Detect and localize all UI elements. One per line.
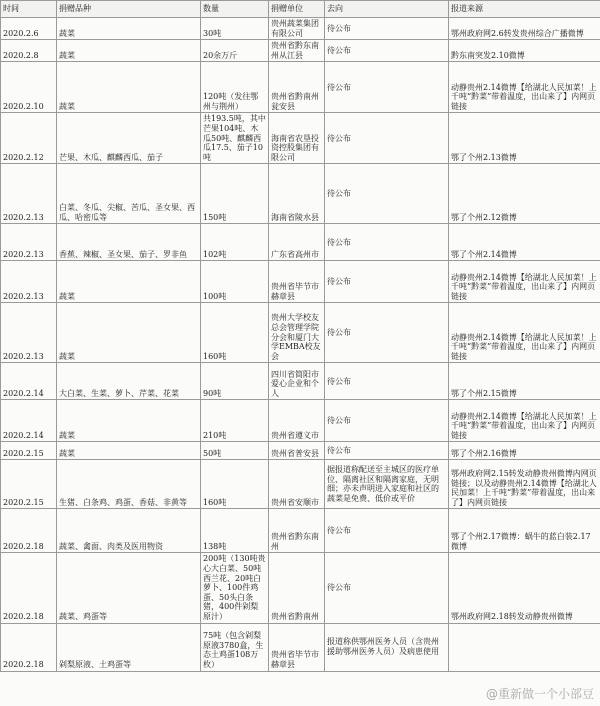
cell-quantity: 75吨（包含剁梨原液3780盒，生态土鸡蛋108万枚）: [201, 623, 269, 671]
table-row: [1, 113, 600, 164]
table-row: [1, 400, 600, 442]
table-row: [1, 553, 600, 623]
cell-quantity: 102吨: [201, 224, 269, 261]
cell-item: 香蕉、辣椒、圣女果、茄子、罗非鱼: [57, 224, 201, 261]
table-row: [1, 509, 600, 553]
cell-item: 蔬菜、鸡蛋等: [57, 553, 201, 623]
watermark: @重新做一个小部豆: [485, 687, 594, 701]
cell-item: 蔬菜: [57, 62, 201, 113]
cell-destination: 待公布: [325, 303, 449, 363]
cell-item: 蔬菜: [57, 442, 201, 460]
cell-date: 2020.2.12: [1, 113, 57, 164]
cell-donor: 贵州省毕节市赫章县: [269, 261, 325, 303]
table-row: [1, 460, 600, 509]
cell-quantity: 100吨: [201, 261, 269, 303]
cell-quantity: 共193.5吨，其中芒果104吨、木瓜50吨、麒麟西瓜17.5、茄子10吨: [201, 113, 269, 164]
cell-quantity: 210吨: [201, 400, 269, 442]
cell-source: 动静贵州2.14微博【给湖北人民加菜！上千吨“黔菜”带着温度，出山来了】内网页链接: [449, 62, 600, 113]
cell-item: 蔬菜、禽面、肉类及医用物资: [57, 509, 201, 553]
cell-item: 蔬菜: [57, 40, 201, 62]
cell-destination: 待公布: [325, 164, 449, 224]
cell-quantity: 150吨: [201, 164, 269, 224]
cell-quantity: 120吨（发往鄂州与荆州）: [201, 62, 269, 113]
table-row: [1, 62, 600, 113]
cell-quantity: 30吨: [201, 18, 269, 40]
cell-item: 白菜、冬瓜、尖椒、苦瓜、圣女果、西瓜、哈密瓜等: [57, 164, 201, 224]
cell-donor: 贵州省安顺市: [269, 460, 325, 509]
cell-date: 2020.2.18: [1, 623, 57, 671]
cell-date: 2020.2.13: [1, 164, 57, 224]
cell-item: 剁梨原液、土鸡蛋等: [57, 623, 201, 671]
cell-quantity: 138吨: [201, 509, 269, 553]
cell-donor: 广东省高州市: [269, 224, 325, 261]
table-row: [1, 363, 600, 400]
cell-destination: 报道称供鄂州医务人员（含贵州援助鄂州医务人员）及病患使用: [325, 623, 449, 671]
cell-destination: 待公布: [325, 40, 449, 62]
cell-destination: 待公布: [325, 400, 449, 442]
cell-destination: 待公布: [325, 553, 449, 623]
cell-date: 2020.2.14: [1, 400, 57, 442]
cell-destination: 据报道称配送至主城区的医疗单位、隔离社区和隔离家庭，无明细；亦未声明进入家庭和社区的蔬菜是免费、低价或平价: [325, 460, 449, 509]
cell-destination: 待公布: [325, 442, 449, 460]
cell-source: 动静贵州2.14微博【给湖北人民加菜！上千吨“黔菜”带着温度，出山来了】内网页链接: [449, 261, 600, 303]
cell-source: 鄂了个州2.17微博：蜗牛的蓝白装2.17微博: [449, 509, 600, 553]
header-item: 捐赠品种: [57, 1, 201, 18]
cell-item: 芒果、木瓜、麒麟西瓜、茄子: [57, 113, 201, 164]
cell-donor: 贵州省黔东南州: [269, 509, 325, 553]
cell-source: 鄂了个州2.13微博: [449, 113, 600, 164]
cell-date: 2020.2.13: [1, 303, 57, 363]
header-donor: 捐赠单位: [269, 1, 325, 18]
cell-item: 蔬菜: [57, 303, 201, 363]
cell-destination: 待公布: [325, 261, 449, 303]
cell-donor: 贵州大学校友总会管理学院分会和厦门大学EMBA校友会: [269, 303, 325, 363]
cell-source: 动静贵州2.14微博【给湖北人民加菜！上千吨“黔菜”带着温度，出山来了】内网页链接: [449, 400, 600, 442]
cell-source: 鄂了个州2.16微博: [449, 442, 600, 460]
cell-quantity: 20余万斤: [201, 40, 269, 62]
table-row: [1, 303, 600, 363]
cell-donor: 贵州省毕节市赫章县: [269, 623, 325, 671]
cell-date: 2020.2.13: [1, 224, 57, 261]
cell-quantity: 160吨: [201, 303, 269, 363]
cell-date: 2020.2.14: [1, 363, 57, 400]
table-row: [1, 261, 600, 303]
cell-destination: 待公布: [325, 509, 449, 553]
cell-date: 2020.2.18: [1, 509, 57, 553]
table-header-row: [1, 1, 600, 18]
table-row: [1, 164, 600, 224]
cell-donor: 海南省陵水县: [269, 164, 325, 224]
cell-date: 2020.2.15: [1, 442, 57, 460]
cell-date: 2020.2.10: [1, 62, 57, 113]
cell-donor: 贵州省黔南州瓮安县: [269, 62, 325, 113]
cell-source: 黔东南突发2.10微博: [449, 40, 600, 62]
table-row: [1, 18, 600, 40]
cell-donor: 贵州省黔南州: [269, 553, 325, 623]
cell-quantity: 200吨（130吨贵心大白菜、50吨西兰花、20吨白萝卜、100件鸡蛋、50头白条猪，400件剁梨原汁）: [201, 553, 269, 623]
cell-donor: 海南省农垦投资控股集团有限公司: [269, 113, 325, 164]
table-row: [1, 40, 600, 62]
cell-date: 2020.2.6: [1, 18, 57, 40]
cell-source: 鄂州政府网2.6转发贵州综合广播微博: [449, 18, 600, 40]
cell-donor: 贵州省黔东南州从江县: [269, 40, 325, 62]
table-row: [1, 224, 600, 261]
table-row: [1, 442, 600, 460]
cell-item: 生猪、白条鸡、鸡蛋、香菇、非黄等: [57, 460, 201, 509]
cell-date: 2020.2.18: [1, 553, 57, 623]
cell-item: 蔬菜: [57, 400, 201, 442]
header-source: 报道来源: [449, 1, 600, 18]
header-destination: 去向: [325, 1, 449, 18]
cell-quantity: 50吨: [201, 442, 269, 460]
cell-source: [449, 623, 600, 671]
cell-source: 鄂了个州2.15微博: [449, 363, 600, 400]
cell-destination: 待公布: [325, 18, 449, 40]
cell-destination: 待公布: [325, 363, 449, 400]
cell-quantity: 160吨: [201, 460, 269, 509]
cell-donor: 贵州省普安县: [269, 442, 325, 460]
cell-item: 大白菜、生菜、萝卜、芹菜、花菜: [57, 363, 201, 400]
cell-source: 鄂州政府网2.15转发动静贵州微博内网页链接；以及动静贵州2.14微博【给湖北人民加菜！上千吨“黔菜”带着温度，出山来了】内网页链接: [449, 460, 600, 509]
cell-item: 蔬菜: [57, 18, 201, 40]
header-date: 时间: [1, 1, 57, 18]
cell-date: 2020.2.15: [1, 460, 57, 509]
cell-source: 鄂了个州2.14微博: [449, 224, 600, 261]
cell-destination: 待公布: [325, 224, 449, 261]
cell-item: 蔬菜: [57, 261, 201, 303]
cell-donor: 贵州蔬菜集团有限公司: [269, 18, 325, 40]
header-quantity: 数量: [201, 1, 269, 18]
cell-source: 鄂了个州2.12微博: [449, 164, 600, 224]
cell-source: 鄂州政府网2.18转发动静贵州微博: [449, 553, 600, 623]
cell-date: 2020.2.13: [1, 261, 57, 303]
cell-destination: 待公布: [325, 113, 449, 164]
table-row: [1, 623, 600, 671]
cell-donor: 四川省简阳市爱心企业和个人: [269, 363, 325, 400]
cell-destination: 待公布: [325, 62, 449, 113]
cell-quantity: 90吨: [201, 363, 269, 400]
cell-date: 2020.2.8: [1, 40, 57, 62]
cell-source: 动静贵州2.14微博【给湖北人民加菜！上千吨“黔菜”带着温度，出山来了】内网页链接: [449, 303, 600, 363]
cell-donor: 贵州省遵义市: [269, 400, 325, 442]
